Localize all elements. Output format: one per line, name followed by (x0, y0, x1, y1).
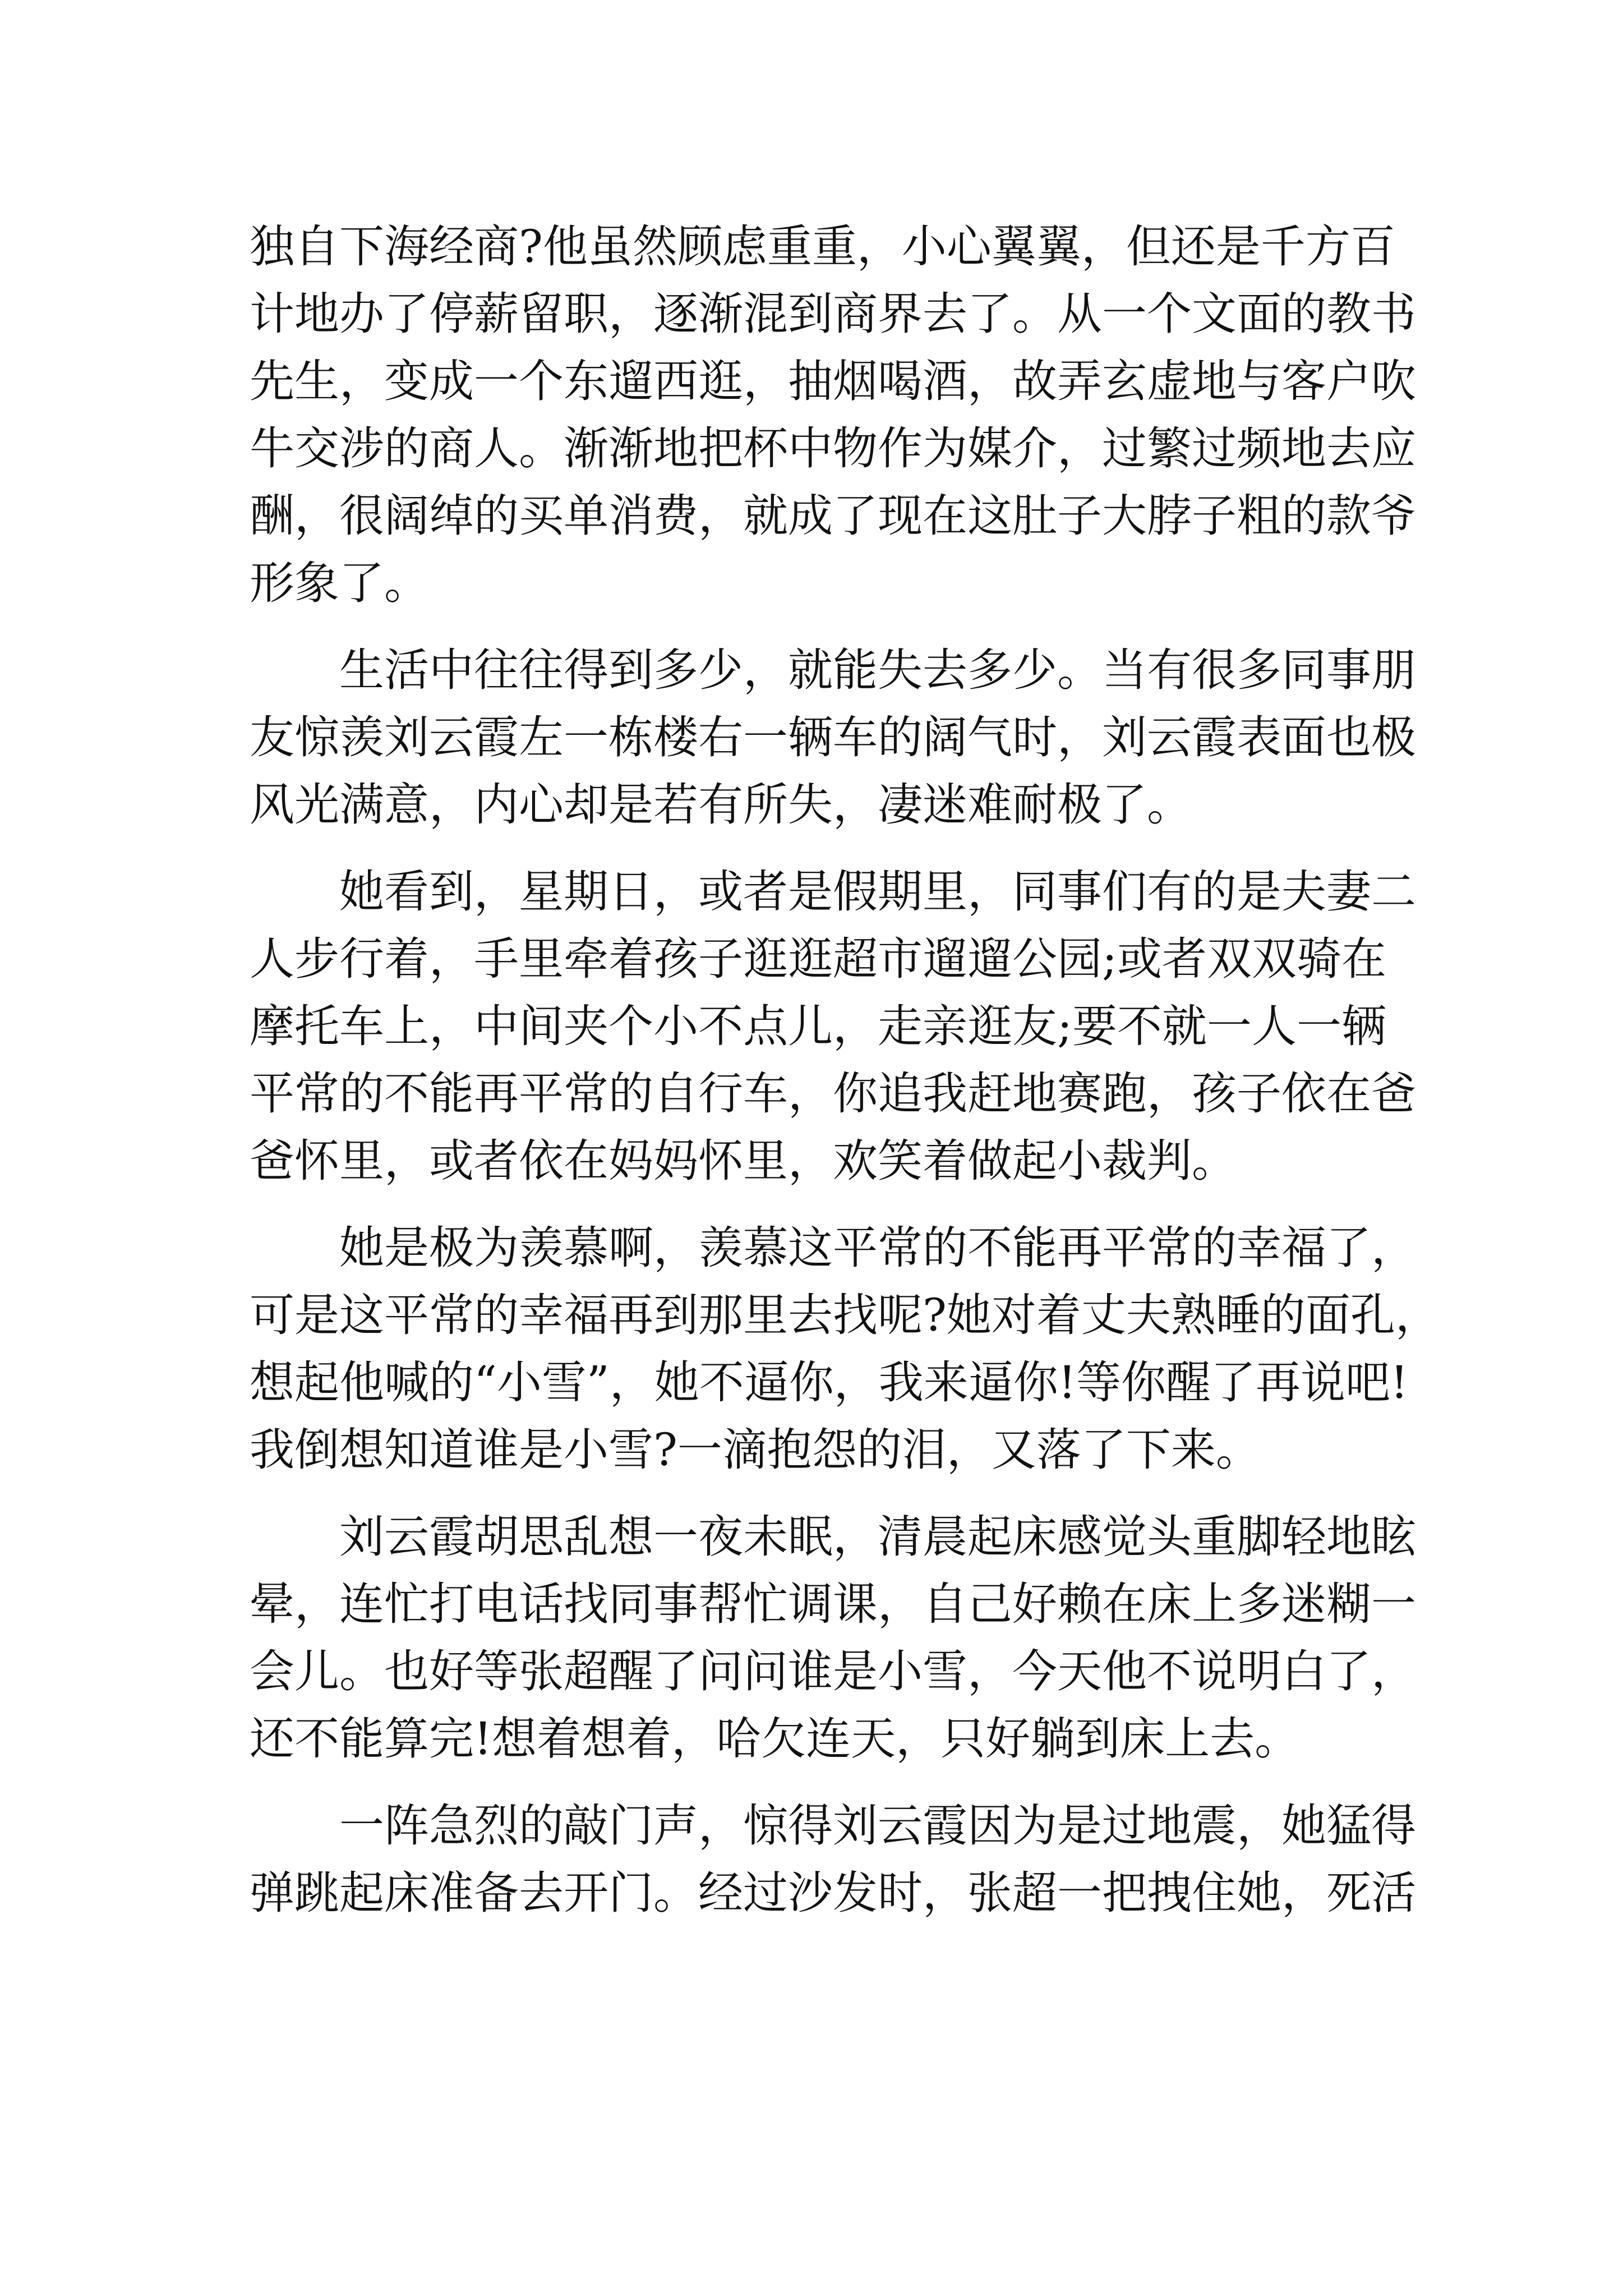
text-line: 人步行着，手里牵着孩子逛逛超市遛遛公园;或者双双骑在 (250, 933, 1386, 985)
text-line: 独自下海经商?他虽然顾虑重重，小心翼翼，但还是千方百 (250, 220, 1395, 273)
text-line: 一阵急烈的敲门声，惊得刘云霞因为是过地震，她猛得 (250, 1800, 1416, 1852)
paragraph (250, 1503, 1416, 1773)
text-line: 计地办了停薪留职，逐渐混到商界去了。从一个文面的教书 (250, 288, 1416, 340)
text-line: 平常的不能再平常的自行车，你追我赶地赛跑，孩子依在爸 (250, 1068, 1416, 1120)
paragraph (250, 213, 1416, 617)
paragraph (250, 637, 1416, 839)
text-line: 会儿。也好等张超醒了问问谁是小雪，今天他不说明白了， (250, 1645, 1416, 1697)
paragraph (250, 1214, 1440, 1484)
text-line: 可是这平常的幸福再到那里去找呢?她对着丈夫熟睡的面孔， (250, 1289, 1440, 1341)
text-line: 爸怀里，或者依在妈妈怀里，欢笑着做起小裁判。 (250, 1135, 1237, 1187)
text-line: 还不能算完!想着想着，哈欠连天，只好躺到床上去。 (250, 1713, 1300, 1765)
text-line: 形象了。 (250, 557, 429, 609)
paragraph (250, 858, 1416, 1195)
text-line: 刘云霞胡思乱想一夜未眠，清晨起床感觉头重脚轻地眩 (250, 1511, 1416, 1563)
text-line: 她看到，星期日，或者是假期里，同事们有的是夫妻二 (250, 866, 1416, 918)
text-line: 牛交涉的商人。渐渐地把杯中物作为媒介，过繁过频地去应 (250, 422, 1416, 475)
text-line: 想起他喊的“小雪”，她不逼你，我来逼你!等你醒了再说吧! (250, 1356, 1409, 1409)
text-line: 她是极为羡慕啊，羡慕这平常的不能再平常的幸福了， (250, 1222, 1416, 1274)
text-line: 我倒想知道谁是小雪?一滴抱怨的泪，又落了下来。 (250, 1424, 1261, 1476)
text-line: 摩托车上，中间夹个小不点儿，走亲逛友;要不就一人一辆 (250, 1000, 1386, 1052)
text-line: 弹跳起床准备去开门。经过沙发时，张超一把拽住她，死活 (250, 1867, 1416, 1919)
text-line: 先生，变成一个东遛西逛，抽烟喝酒，故弄玄虚地与客户吹 (250, 355, 1416, 407)
text-line: 酬，很阔绰的买单消费，就成了现在这肚子大脖子粗的款爷 (250, 490, 1416, 542)
paragraph (250, 1792, 1416, 1927)
text-line: 晕，连忙打电话找同事帮忙调课，自己好赖在床上多迷糊一 (250, 1578, 1416, 1630)
text-line: 风光满意，内心却是若有所失，凄迷难耐极了。 (250, 779, 1192, 831)
body-text (250, 213, 1440, 1927)
text-line: 友惊羡刘云霞左一栋楼右一辆车的阔气时，刘云霞表面也极 (250, 711, 1416, 763)
text-line: 生活中往往得到多少，就能失去多少。当有很多同事朋 (250, 644, 1416, 696)
